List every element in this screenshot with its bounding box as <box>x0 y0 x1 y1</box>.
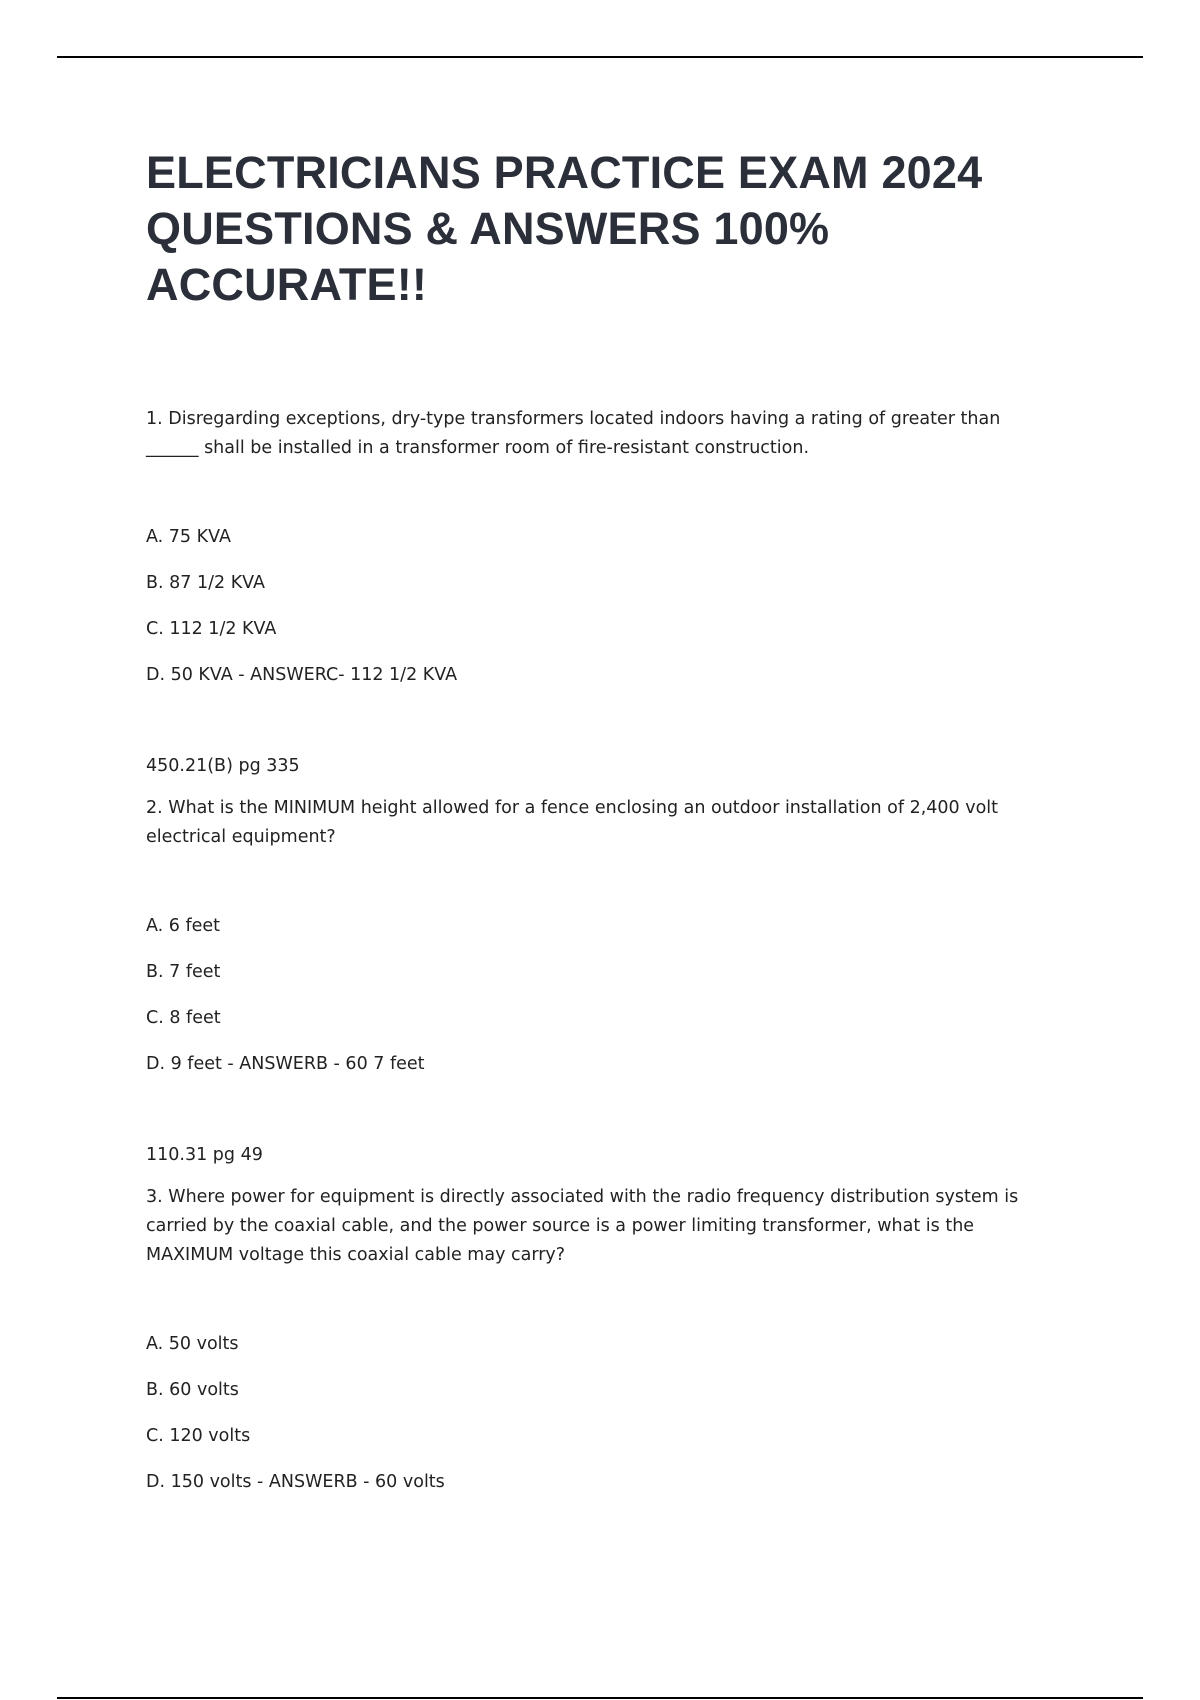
option-c: C. 112 1/2 KVA <box>146 619 277 639</box>
option-b: B. 87 1/2 KVA <box>146 573 265 593</box>
option-d-with-answer: D. 9 feet - ANSWERB - 60 7 feet <box>146 1054 425 1074</box>
option-c: C. 120 volts <box>146 1426 251 1446</box>
option-a: A. 50 volts <box>146 1334 239 1354</box>
document-title: ELECTRICIANS PRACTICE EXAM 2024 QUESTIONS & ANSWERS 100% ACCURATE!! <box>146 147 983 310</box>
option-b: B. 7 feet <box>146 962 221 982</box>
option-a: A. 6 feet <box>146 916 221 936</box>
footer-rule <box>57 1697 1143 1699</box>
answer-options <box>146 1330 1056 1497</box>
answer-options <box>146 523 1056 690</box>
question-1 <box>146 405 1056 781</box>
header-rule <box>57 56 1143 58</box>
option-b: B. 60 volts <box>146 1380 239 1400</box>
question-2 <box>146 794 1056 1170</box>
question-text: 1. Disregarding exceptions, dry-type transformers located indoors having a rating of greater than ______ shall be installed in a transformer room of fire-resistant construction. <box>146 409 1001 458</box>
option-d-with-answer: D. 50 KVA - ANSWERC- 112 1/2 KVA <box>146 665 458 685</box>
option-d-with-answer: D. 150 volts - ANSWERB - 60 volts <box>146 1472 445 1492</box>
code-reference: 450.21(B) pg 335 <box>146 756 300 776</box>
document-page <box>146 145 1056 1497</box>
code-reference: 110.31 pg 49 <box>146 1145 263 1165</box>
question-text: 3. Where power for equipment is directly associated with the radio frequency distribution system is carried by the coaxial cable, and the power source is a power limiting transformer, what is the MAXIMUM voltage this coaxial cable may carry? <box>146 1187 1019 1265</box>
option-a: A. 75 KVA <box>146 527 231 547</box>
question-3 <box>146 1183 1056 1497</box>
answer-options <box>146 912 1056 1079</box>
question-text: 2. What is the MINIMUM height allowed for a fence enclosing an outdoor installation of 2,400 volt electrical equipment? <box>146 798 999 847</box>
option-c: C. 8 feet <box>146 1008 221 1028</box>
question-list <box>146 405 1056 1497</box>
